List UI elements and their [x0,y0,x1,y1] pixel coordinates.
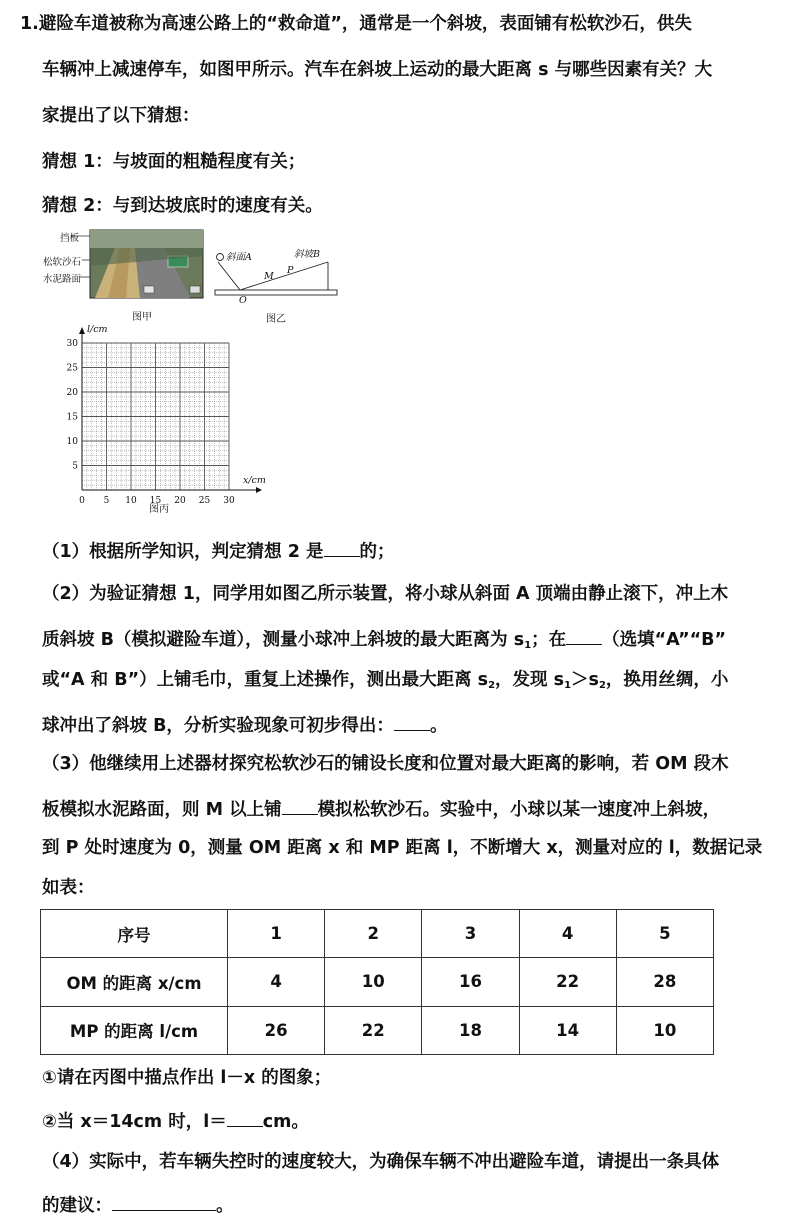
sub-question-1: ①请在丙图中描点作出 l－x 的图象； [42,1068,332,1088]
table-cell: 14 [519,1006,616,1054]
y-tick-label: 10 [66,437,78,447]
label-slope-b: 斜坡B [294,249,320,260]
label-baffle: 挡板 [60,233,80,244]
table-cell: 10 [325,958,422,1006]
part-2-text: ，发现 s [495,670,565,690]
figure-jia [40,226,210,326]
escape-lane-photo [40,226,210,326]
part-4-text: 。 [216,1196,234,1216]
table-cell: 22 [519,958,616,1006]
part-2-line-3 [42,668,728,698]
guess-1: 猜想 1：与坡面的粗糙程度有关； [42,152,306,172]
table-cell: 28 [616,958,713,1006]
table-header-cell: 2 [325,910,422,958]
x-tick-label: 20 [174,496,186,506]
part-3-line-3: 到 P 处时速度为 0，测量 OM 距离 x 和 MP 距离 l，不断增大 x，测量对应的 l，数据记录 [42,838,763,858]
x-tick-label: 10 [125,496,137,506]
sub-question-2 [42,1108,309,1134]
part-2-line-4 [42,712,447,738]
table-header-cell: 4 [519,910,616,958]
table-row-label: OM 的距离 x/cm [41,958,228,1006]
answer-blank-3a[interactable] [282,796,318,815]
part-3-line-4: 如表： [42,878,95,898]
x-tick-label: 30 [223,496,235,506]
part-3-text: 模拟松软沙石。实验中，小球以某一速度冲上斜坡， [317,800,721,820]
part-3-text: 板模拟水泥路面，则 M 以上铺 [42,800,282,820]
table-cell: 4 [228,958,325,1006]
answer-blank-4[interactable] [112,1192,216,1211]
y-tick-label: 20 [66,388,78,398]
subscript: 2 [598,680,606,691]
part-2-text: 球冲出了斜坡 B，分析实验现象可初步得出： [42,716,394,736]
part-2-line-1: （2）为验证猜想 1，同学用如图乙所示装置，将小球从斜面 A 顶端由静止滚下，冲上木 [42,584,729,604]
table-cell: 22 [325,1006,422,1054]
chart-bing [55,322,285,517]
x-axis-arrow [256,487,262,493]
part-2-text: ＞s [571,670,599,690]
table-cell: 10 [616,1006,713,1054]
table-cell: 16 [422,958,519,1006]
part-2-text: （选填“A”“B” [602,630,726,650]
x-axis-label: x/cm [243,475,266,486]
answer-blank-1[interactable] [324,538,360,557]
y-tick-label: 5 [72,461,78,472]
part-2-text: 质斜坡 B（模拟避险车道），测量小球冲上斜坡的最大距离为 s [42,630,525,650]
part-3-line-1: （3）他继续用上述器材探究松软沙石的铺设长度和位置对最大距离的影响，若 OM 段木 [42,754,729,774]
subscript: 1 [564,680,572,691]
answer-blank-2b[interactable] [394,712,430,731]
caption-yi: 图乙 [266,314,286,325]
y-axis-label: l/cm [87,324,108,335]
table-header-cell: 3 [422,910,519,958]
caption-bing: 图丙 [149,504,169,515]
y-tick-label: 30 [66,339,78,349]
label-p: P [287,265,294,276]
part-2-text: 或“A 和 B”）上铺毛巾，重复上述操作，测出最大距离 s [42,670,489,690]
part-2-text: ；在 [531,630,567,650]
y-tick-label: 15 [66,412,78,423]
x-tick-label: 25 [198,496,211,506]
table-cell: 18 [422,1006,519,1054]
caption-jia: 图甲 [132,312,152,323]
x-tick-label: 15 [149,496,162,506]
label-o: O [239,295,247,306]
x-tick-label: 5 [103,496,110,506]
part-4-text: 的建议： [42,1196,112,1216]
table-header-row [41,910,714,958]
table-header-cell: 序号 [41,910,228,958]
part-4-line-2 [42,1192,234,1218]
table-row [41,958,714,1006]
part-1-text-end: 的； [359,542,395,562]
part-4-line-1: （4）实际中，若车辆失控时的速度较大，为确保车辆不冲出避险车道，请提出一条具体 [42,1152,720,1172]
part-2-text: ，换用丝绸，小 [605,670,729,690]
table-header-cell: 5 [616,910,713,958]
subscript: 1 [524,640,532,651]
sub-question-text: cm。 [262,1112,309,1132]
table-header-cell: 1 [228,910,325,958]
table-row-label: MP 的距离 l/cm [41,1006,228,1054]
question-text: 家提出了以下猜想： [42,106,200,126]
subscript: 2 [488,680,496,691]
part-1-text: （1）根据所学知识，判定猜想 2 是 [42,542,324,562]
question-text: 车辆冲上减速停车，如图甲所示。汽车在斜坡上运动的最大距离 s 与哪些因素有关？大 [42,60,713,80]
y-tick-label: 25 [66,363,78,374]
figure-yi [210,240,345,325]
label-sand: 松软沙石 [43,257,82,268]
answer-blank-l[interactable] [227,1108,263,1127]
y-axis-arrow [79,327,85,334]
sub-question-text: ②当 x＝14cm 时，l＝ [42,1112,227,1132]
part-2-text: 。 [429,716,448,736]
guess-2: 猜想 2：与到达坡底时的速度有关。 [42,196,323,216]
table-row [41,1006,714,1054]
label-cement: 水泥路面 [43,274,82,285]
label-m: M [264,271,274,282]
graph-grid [55,322,285,517]
question-text: 1.避险车道被称为高速公路上的“救命道”，通常是一个斜坡，表面铺有松软沙石，供失 [20,14,692,34]
table-cell: 26 [228,1006,325,1054]
part-1 [42,538,395,564]
x-tick-label: 0 [79,496,85,506]
answer-blank-2a[interactable] [566,626,602,645]
part-2-line-2 [42,626,726,658]
data-table [40,909,714,1055]
label-slope-a: 斜面A [226,252,252,263]
part-3-line-2 [42,796,720,822]
